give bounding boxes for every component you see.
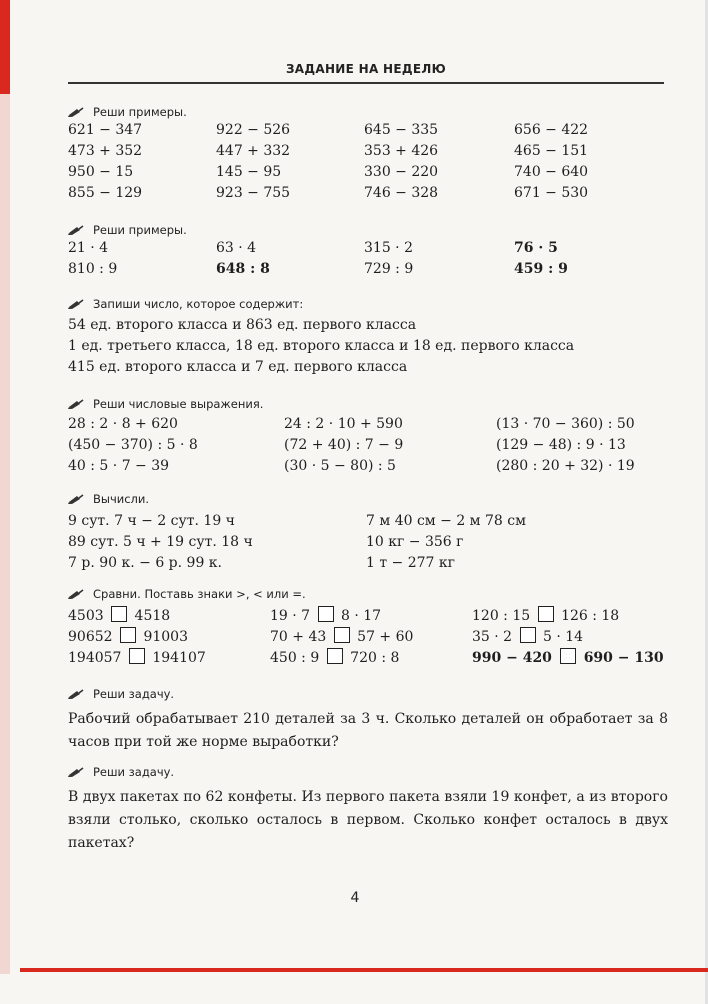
example-row [68, 238, 668, 259]
example: 740 − 640 [514, 164, 589, 180]
expression: (13 · 70 − 360) : 50 [496, 416, 635, 432]
task-3 [68, 296, 668, 378]
header-rule [68, 82, 664, 84]
comparison: 90652 91003 [68, 629, 188, 645]
answer-box[interactable] [327, 648, 343, 664]
comparison: 194057 194107 [68, 650, 206, 666]
calculation: 7 м 40 см − 2 м 78 см [366, 513, 527, 529]
calculation-row [68, 532, 668, 553]
task-title: Реши примеры. [68, 222, 668, 238]
pencil-icon [68, 494, 85, 505]
comparison-row [68, 627, 668, 648]
task-title: Реши числовые выражения. [68, 396, 668, 412]
task-title: Сравни. Поставь знаки >, < или =. [68, 586, 668, 602]
task-6 [68, 586, 668, 669]
expression: (280 : 20 + 32) · 19 [496, 458, 635, 474]
answer-box[interactable] [538, 606, 554, 622]
calculation: 1 т − 277 кг [366, 555, 455, 571]
word-problem: В двух пакетах по 62 конфеты. Из первого пакета взяли 19 конфет, а из второго взяли столько, сколько осталось в первом. Сколько конфет осталось в двух пакетах? [68, 789, 668, 851]
example: 645 − 335 [364, 122, 439, 138]
pencil-icon [68, 589, 85, 600]
page-number: 4 [350, 890, 360, 906]
example: 923 − 755 [216, 185, 291, 201]
answer-box[interactable] [334, 627, 350, 643]
task-1 [68, 104, 668, 204]
number-description: 1 ед. третьего класса, 18 ед. второго класса и 18 ед. первого класса [68, 338, 575, 354]
answer-box[interactable] [129, 648, 145, 664]
calculation-row [68, 511, 668, 532]
calculation: 89 сут. 5 ч + 19 сут. 18 ч [68, 534, 253, 550]
example: 459 : 9 [514, 261, 568, 277]
example-row [68, 141, 668, 162]
task-5 [68, 491, 668, 574]
task-title: Реши задачу. [68, 686, 668, 702]
comparison-row [68, 606, 668, 627]
task-title: Реши задачу. [68, 764, 668, 780]
answer-box[interactable] [111, 606, 127, 622]
pencil-icon [68, 767, 85, 778]
left-margin-strip [0, 94, 10, 974]
example-row [68, 162, 668, 183]
red-margin-bar [0, 0, 10, 94]
task-2 [68, 222, 668, 280]
expression-row [68, 456, 668, 477]
expression: (450 − 370) : 5 · 8 [68, 437, 198, 453]
expression: 40 : 5 · 7 − 39 [68, 458, 170, 474]
expression: (72 + 40) : 7 − 9 [284, 437, 404, 453]
example: 746 − 328 [364, 185, 439, 201]
example-row [68, 259, 668, 280]
comparison: 4503 4518 [68, 608, 171, 624]
example: 353 + 426 [364, 143, 439, 159]
example: 810 : 9 [68, 261, 118, 277]
example: 648 : 8 [216, 261, 270, 277]
calculation-row [68, 553, 668, 574]
example: 473 + 352 [68, 143, 143, 159]
pencil-icon [68, 689, 85, 700]
number-description: 54 ед. второго класса и 863 ед. первого класса [68, 317, 417, 333]
answer-box[interactable] [120, 627, 136, 643]
answer-box[interactable] [318, 606, 334, 622]
example: 855 − 129 [68, 185, 143, 201]
page-title: ЗАДАНИЕ НА НЕДЕЛЮ [285, 62, 447, 76]
example: 621 − 347 [68, 122, 143, 138]
example: 63 · 4 [216, 240, 257, 256]
example: 950 − 15 [68, 164, 134, 180]
example: 656 − 422 [514, 122, 589, 138]
example: 330 − 220 [364, 164, 439, 180]
pencil-icon [68, 107, 85, 118]
comparison: 450 : 9 720 : 8 [270, 650, 400, 666]
expression-row [68, 435, 668, 456]
example: 729 : 9 [364, 261, 414, 277]
task-title: Реши примеры. [68, 104, 668, 120]
task-title: Вычисли. [68, 491, 668, 507]
expression: 24 : 2 · 10 + 590 [284, 416, 403, 432]
pencil-icon [68, 225, 85, 236]
example-row [68, 183, 668, 204]
comparison: 35 · 2 5 · 14 [472, 629, 584, 645]
expression: (30 · 5 − 80) : 5 [284, 458, 396, 474]
task-7 [68, 686, 668, 754]
comparison: 19 · 7 8 · 17 [270, 608, 382, 624]
page-header [68, 62, 664, 84]
example: 21 · 4 [68, 240, 109, 256]
example: 76 · 5 [514, 240, 558, 256]
task-8 [68, 764, 668, 855]
comparison: 990 − 420 690 − 130 [472, 650, 664, 666]
comparison: 70 + 43 57 + 60 [270, 629, 414, 645]
comparison-row [68, 648, 668, 669]
bottom-rule [20, 968, 708, 972]
example-row [68, 120, 668, 141]
pencil-icon [68, 299, 85, 310]
calculation: 9 сут. 7 ч − 2 сут. 19 ч [68, 513, 235, 529]
number-description: 415 ед. второго класса и 7 ед. первого класса [68, 359, 408, 375]
answer-box[interactable] [520, 627, 536, 643]
answer-box[interactable] [560, 648, 576, 664]
expression: 28 : 2 · 8 + 620 [68, 416, 178, 432]
example: 671 − 530 [514, 185, 589, 201]
task-4 [68, 396, 668, 477]
calculation: 7 р. 90 к. − 6 р. 99 к. [68, 555, 222, 571]
pencil-icon [68, 399, 85, 410]
example: 145 − 95 [216, 164, 282, 180]
expression: (129 − 48) : 9 · 13 [496, 437, 626, 453]
word-problem: Рабочий обрабатывает 210 деталей за 3 ч. Сколько деталей он обработает за 8 часов при той же норме выработки? [68, 711, 668, 750]
example: 315 · 2 [364, 240, 413, 256]
example: 465 − 151 [514, 143, 589, 159]
expression-row [68, 414, 668, 435]
calculation: 10 кг − 356 г [366, 534, 464, 550]
example: 447 + 332 [216, 143, 291, 159]
comparison: 120 : 15 126 : 18 [472, 608, 620, 624]
example: 922 − 526 [216, 122, 291, 138]
task-title: Запиши число, которое содержит: [68, 296, 668, 312]
